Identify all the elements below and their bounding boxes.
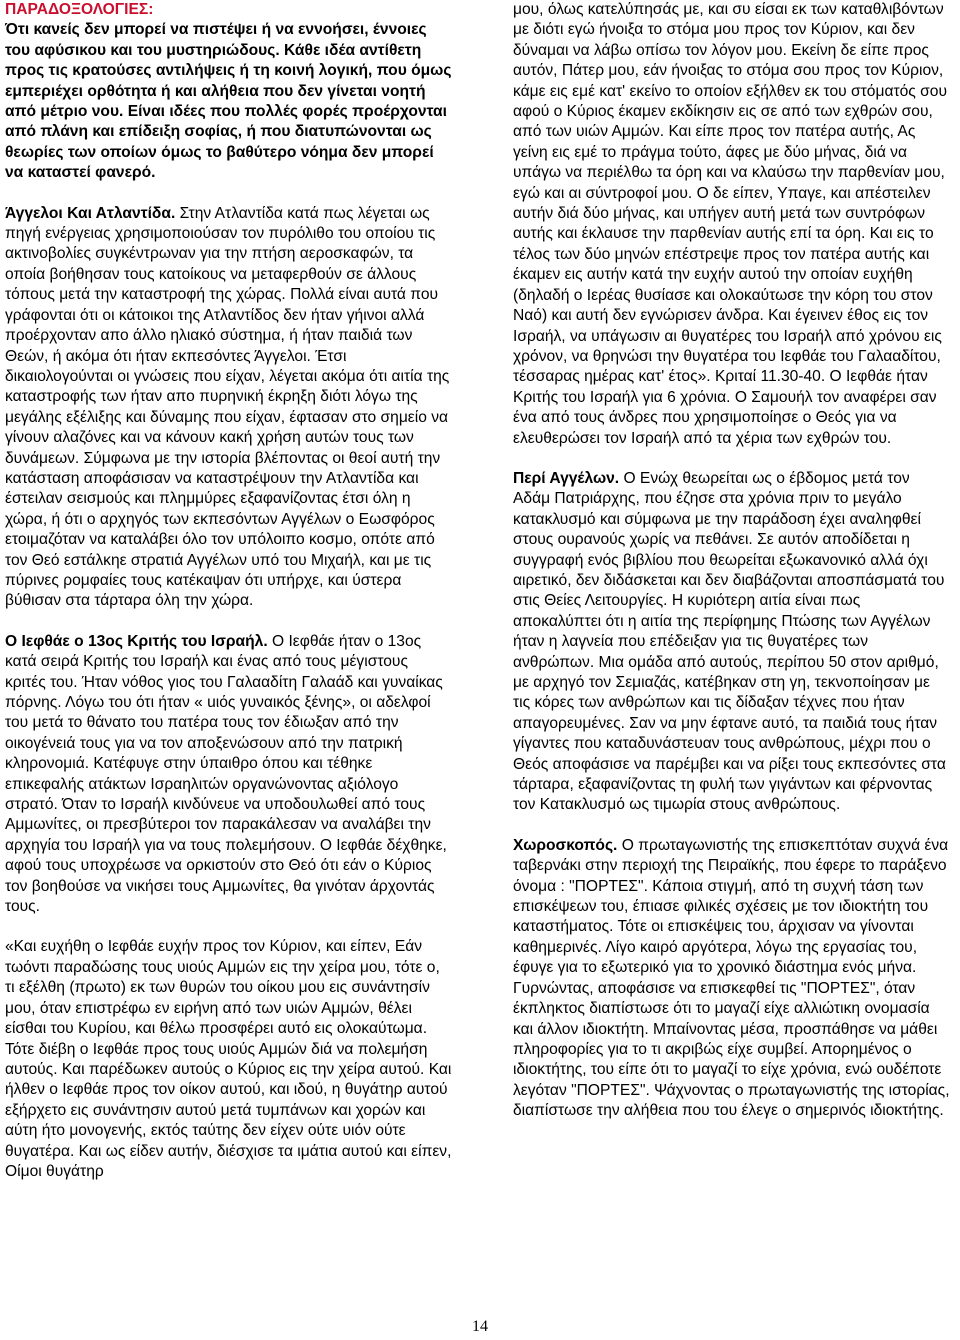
atlantis-paragraph	[5, 204, 453, 612]
angels-title: Περί Αγγέλων.	[513, 469, 620, 487]
paradoxologies-section	[5, 0, 453, 184]
angels-paragraph	[513, 469, 950, 816]
section-heading: ΠΑΡΑΔΟΞΟΛΟΓΙΕΣ:	[5, 1, 154, 18]
iefthae-title: Ο Ιεφθάε ο 13ος Κριτής του Ισραήλ.	[5, 632, 268, 650]
atlantis-body: Στην Ατλαντίδα κατά πως λέγεται ως πηγή ενέργειας χρησιμοποιούσαν τον πυρόλιθο του οποίου τις ακτινοβολίες συγκέντρωναν για την πτήση αεροσκαφών, τα οποία βοήθησαν τους κατοίκους να μεταφερθούν σε άλλους τόπους μετά την καταστροφή της χώρας. Πολλά είναι αυτά που γράφονται ότι οι κάτοικοι της Ατλαντίδος δεν ήταν γήινοι αλλά προέρχονταν απο άλλο ηλιακό σύστημα, ή ήταν παιδιά των Θεών, ή ακόμα ότι ήταν εκπεσόντες Άγγελοι. Έτσι δικαιολογούνται οι γνώσεις που είχαν, λέγεται ακόμα ότι αιτία της καταστροφής των ήταν απο πυρηνική έκρηξη διότι λόγω της μεγάλης εξέλιξης και δύναμης που είχαν, έφτασαν στο σημείο να γίνουν αλαζόνες και να κάνουν κακή χρήση αυτών τους των δυνάμεων. Σύμφωνα με την ιστορία βλέποντας οι θεοί αυτή την κατάσταση αποφάσισαν να καταστρέψουν την Ατλαντίδα και έστειλαν σεισμούς και πλημμύρες εξαφανίζοντας έτσι όλη η χώρα, ή ότι ο αρχηγός των εκπεσόντων Αγγέλων ο Εωσφόρος ετοιμαζόταν να καταλάβει όλο τον υπόλοιπο κοσμο, οπότε από τον Θεό εστάλκηε στρατιά Αγγέλων υπό του Μιχαήλ, και με τις πύρινες ρομφαίες τους κατέκαψαν ότι υπήρχε, και ύστερα βύθισαν στα τάρταρα όλη την χώρα.	[5, 204, 450, 610]
choroskopos-paragraph	[513, 836, 950, 1122]
judges-quote: «Και ευχήθη ο Ιεφθάε ευχήν προς τον Κύριον, και είπεν, Εάν τωόντι παραδώσης τους υιούς Αμμών εις την χείρα μου, τότε ο, τι εξέλθη (πρωτο) εκ των θυρών του οίκου μου εις συνάντησίν μου, όταν επιστρέφω εν ειρήνη από των υιών Αμμών, θέλει είσθαι του Κυρίου, και θέλω προσφέρει αυτό εις ολοκαύτωμα. Τότε διέβη ο Ιεφθάε προς τους υιούς Αμμών διά να πολεμήση αυτούς. Και παρέδωκεν αυτούς ο Κύριος εις την χείρα αυτού. Και ήλθεν ο Ιεφθάε προς τον οίκον αυτού, και ιδού, η θυγάτηρ αυτού εξήρχετο εις συνάντησιν αυτού μετά τυμπάνων και χορών και αύτη ήτο μονογενής, εκτός ταύτης δεν είχεν ούτε υιόν ούτε θυγατέρα. Και ως είδεν αυτήν, διέσχισε τα ιμάτια αυτού και είπεν, Οίμοι θυγάτηρ	[5, 938, 452, 1180]
right-column	[513, 0, 950, 1122]
choroskopos-title: Χωροσκοπός.	[513, 836, 618, 854]
quote-continuation: μου, όλως κατελύπησάς με, και συ είσαι εκ των καταθλιβόντων με διότι εγώ ήνοιξα το στόμα μου προς τον Κύριον, και δεν δύναμαι να λάβω οπίσω τον λόγον μου. Εκείνη δε είπε προς αυτόν, Πάτερ μου, εάν ήνοιξας το στόμα σου προς τον Κύριον, κάμε εις εμέ κατ' εκείνο το οποίον εξήλθεν εκ του στόματός σου αφού ο Κύριος έκαμεν εκδίκησιν εις σε από των εχθρών σου, από των υιών Αμμών. Και είπε προς τον πατέρα αυτής, Ας γείνη εις εμέ το πράγμα τούτο, άφες με δύο μήνας, διά να υπάγω να περιέλθω τα όρη και να κλαύσω την παρθενίαν μου, εγώ και αι σύντροφοί μου. Ο δε είπεν, Υπαγε, και απέστειλεν αυτήν διά δύο μήνας, και υπήγεν αυτή μετά των συντρόφων αυτής και έκλαυσε την παρθενίαν αυτής επί τα όρη. Και εις το τέλος των δύο μηνών επέστρεψε προς τον πατέρα αυτής και έκαμεν εις αυτήν κατά την ευχήν αυτού την οποίαν ευχήθη (δηλαδή ο Ιερέας θυσίασε και ολοκαύτωσε την κόρη του στον Ναό) και αυτή δεν εγνώρισεν άνδρα. Και έγεινεν έθος εις τον Ισραήλ, να υπάγωσιν αι θυγατέρες του Ισραήλ από χρόνου εις χρόνον, να θρηνώσι την θυγατέρα του Ιεφθάε του Γαλααδίτου, τέσσαρας ημέρας κατ' έτος». Κριταί 11.30-40. Ο Ιεφθάε ήταν Κριτής του Ισραήλ για 6 χρόνια. Ο Σαμουήλ τον αναφέρει σαν ένα από τους άνδρες που χρησιμοποίησε ο Θεός για να ελευθερώσει τον Ισραήλ από τα χέρια των εχθρών του.	[513, 1, 947, 447]
page-number: 14	[472, 1318, 488, 1335]
left-column	[5, 0, 453, 1182]
angels-body: Ο Ενώχ θεωρείται ως ο έβδομος μετά τον Αδάμ Πατριάρχης, που έζησε στα χρόνια πριν το μεγάλο κατακλυσμό και σύμφωνα με την παράδοση έχει αναληφθεί στους ουρανούς χωρίς να πεθάνει. Σε αυτόν αποδίδεται η συγγραφή ενός βιβλίου που θεωρείται εξωκανονικό αλλά όχι αιρετικό, δεν διδάσκεται και δεν διαβάζονται αποσπάσματά του στις Θείες Λειτουργίες. Η κυριότερη αιτία είναι πως αποκαλύπτει ότι η αιτία της περίφημης Πτώσης των Αγγέλων ήταν η λαγνεία που επέδειξαν για τις θυγατέρες των ανθρώπων. Μια ομάδα από αυτούς, περίπου 50 στον αριθμό, με αρχηγό τον Σεμιαζάς, κατέβηκαν στη γη, τεκνοποίησαν με τις κόρες των ανθρώπων και τις δίδαξαν τέχνες που ήταν απαγορευμένες. Σαν να μην έφτανε αυτό, τα παιδιά τους ήταν γίγαντες που καταδυνάστευαν τους ανθρώπους, μέχρι που ο Θεός αποφάσισε να παρέμβει και να ρίξει τους εκπεσόντες στα τάρταρα, εξαφανίζοντας τη φυλή των γιγάντων και φέρνοντας τον Κατακλυσμό ως τιμωρία στους ανθρώπους.	[513, 469, 946, 814]
definition-text: Ότι κανείς δεν μπορεί να πιστέψει ή να εννοήσει, έννοιες του αφύσικου και του μυστηριώδους. Κάθε ιδέα αντίθετη προς τις κρατούσες αντιλήψεις ή τη κοινή λογική, που όμως εμπεριέχει ορθότητα ή και αλήθεια που δεν γίνεται νοητή από μέτριο νου. Είναι ιδέες που πολλές φορές προέρχονται από πλάνη και επίδειξη σοφίας, ή που διατυπώνονται ως θεωρίες των οποίων όμως το βαθύτερο νόημα δεν μπορεί να καταστεί φανερό.	[5, 21, 452, 182]
iefthae-paragraph	[5, 632, 453, 918]
iefthae-body: Ο Ιεφθάε ήταν ο 13ος κατά σειρά Κριτής του Ισραήλ και ένας από τους μέγιστους κριτές του. Ήταν νόθος γιος του Γαλααδίτη Γαλαάδ και γυναίκας πόρνης. Λόγω του ότι ήταν « uιός γυναικός ξένης», οι αδελφοί του μετά το θάνατο του πατέρα τους τον έδιωξαν από την οικογένειά τους για να τον αποξενώσουν από την πατρική κληρονομιά. Κατέφυγε στην ύπαιθρο όπου και τέθηκε επικεφαλής ατάκτων Ισραηλιτών οργανώνοντας αξιόλογο στρατό. Όταν το Ισραήλ κινδύνευε να υποδουλωθεί από τους Αμμωνίτες, οι πρεσβύτεροι τον παρακάλεσαν να αναλάβει την αρχηγία του Ισραήλ για να τους πολεμήσουν. Ο Ιεφθάε δέχθηκε, αφού τους υποχρέωσε να ορκιστούν στο Θεό ότι εάν ο Κύριος τον βοηθούσε να νικήσει τους Αμμωνίτες, θα γινόταν άρχοντάς τους.	[5, 632, 447, 916]
choroskopos-body: Ο πρωταγωνιστής της επισκεπτόταν συχνά ένα ταβερνάκι στην περιοχή της Πειραϊκής, που έφερε το παράξενο όνομα : "ΠΟΡΤΕΣ". Κάποια στιγμή, από τη συχνή τάση των επισκέψεων του, έπιασε φιλικές σχέσεις με τον ιδιοκτήτη του καταστήματος. Τότε οι επισκέψεις του, άρχισαν να γίνονται καθημερινές. Λίγο καιρό αργότερα, λόγω της εργασίας του, έφυγε για το εξωτερικό για το χρονικό διάστημα ενός μήνα. Γυρνώντας, αποφάσισε να επισκεφθεί τις "ΠΟΡΤΕΣ", όταν έκπληκτος διαπίστωσε ότι το μαγαζί είχε αλλιώτικη ονομασία και άλλον ιδιοκτήτη. Μπαίνοντας μέσα, προσπάθησε να μάθει πληροφορίες για το τι ακριβώς είχε συμβεί. Απορημένος ο ιδιοκτήτης, του είπε ότι το μαγαζί το είχε χρόνια, ενώ ουδέποτε λεγόταν "ΠΟΡΤΕΣ". Ψάχνοντας ο πρωταγωνιστής της ιστορίας, διαπίστωσε την αλήθεια που του έλεγε ο σημερινός ιδιοκτήτης.	[513, 836, 950, 1120]
atlantis-title: Άγγελοι Και Ατλαντίδα.	[5, 204, 176, 222]
